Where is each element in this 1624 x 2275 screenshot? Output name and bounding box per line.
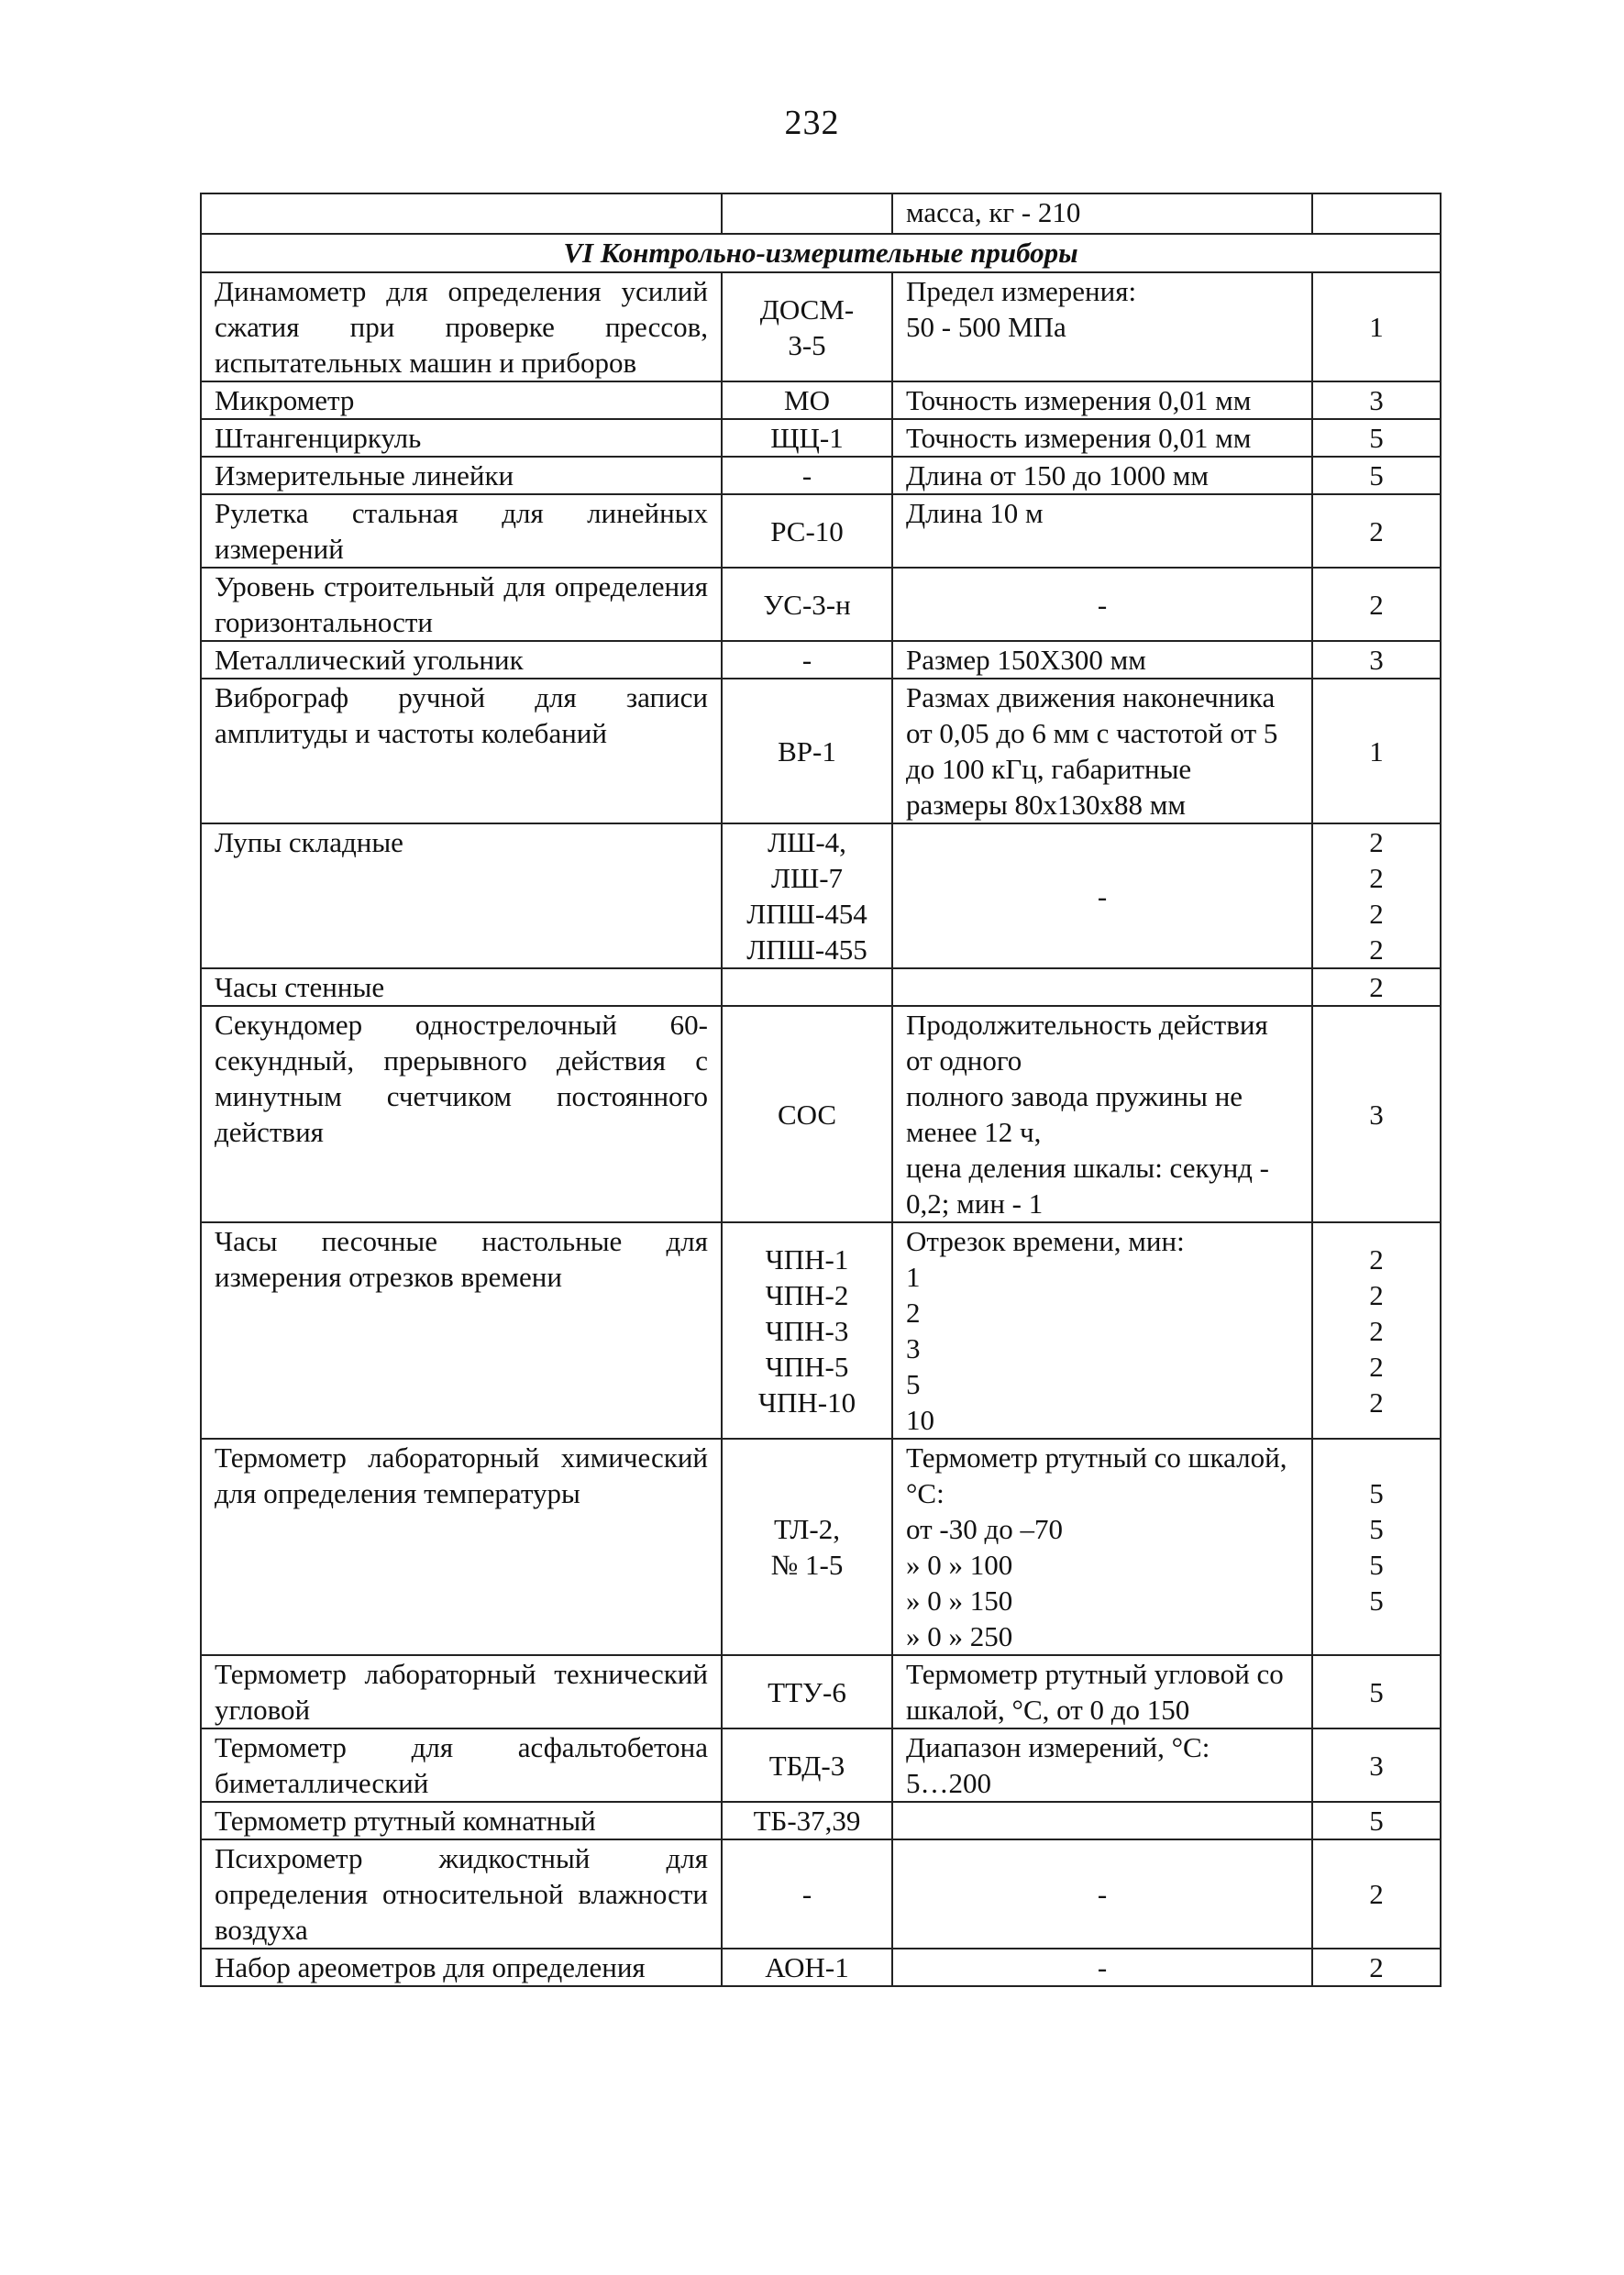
spec-line: Отрезок времени, мин: (906, 1225, 1185, 1257)
table-row (201, 494, 1441, 568)
item-qty (1312, 1949, 1441, 1986)
spec-line: Предел измерения: (906, 275, 1137, 307)
spec-line: Размах движения наконечника от 0,05 до 6 мм с частотой от 5 до 100 кГц, габаритные размеры 80х130х88 мм (906, 681, 1278, 821)
table-row-continuation (201, 193, 1441, 234)
item-qty (1312, 457, 1441, 494)
mark-line: РС-10 (770, 514, 844, 547)
spec-line: - (1097, 879, 1108, 912)
spec-line: - (1097, 1951, 1108, 1983)
item-name: Термометр для асфальтобетона биметаллический (201, 1728, 722, 1802)
table-row (201, 679, 1441, 823)
qty-line: 2 (1369, 514, 1384, 547)
table-row (201, 1839, 1441, 1949)
spec-line: от -30 до –70 (906, 1513, 1063, 1545)
qty-line: 1 (1369, 734, 1384, 768)
item-spec (892, 823, 1312, 968)
item-spec (892, 1006, 1312, 1222)
item-name: Набор ареометров для определения (201, 1949, 722, 1986)
mark-line: 3-5 (788, 328, 826, 361)
spec-line: » 0 » 150 (906, 1585, 1013, 1617)
item-mark (722, 1006, 892, 1222)
table-row (201, 1655, 1441, 1728)
item-mark (722, 568, 892, 641)
spec-line: - (1097, 588, 1108, 621)
item-qty (1312, 1839, 1441, 1949)
table-row (201, 381, 1441, 419)
item-name: Уровень строительный для определения горизонтальности (201, 568, 722, 641)
mark-line: - (801, 644, 812, 676)
qty-line: 5 (1369, 1675, 1384, 1708)
item-spec (892, 679, 1312, 823)
item-qty (1312, 381, 1441, 419)
section-header-row (201, 234, 1441, 272)
table-row (201, 968, 1441, 1006)
item-qty (1312, 568, 1441, 641)
mark-line: ЛПШ-455 (746, 933, 867, 966)
item-qty (1312, 679, 1441, 823)
qty-line: 3 (1369, 1098, 1384, 1131)
item-qty (1312, 1802, 1441, 1839)
table-row (201, 823, 1441, 968)
qty-line: 2 (1369, 826, 1384, 858)
qty-line: 3 (1369, 1749, 1384, 1782)
item-mark (722, 419, 892, 457)
item-spec (892, 494, 1312, 568)
spec-line: » 0 » 250 (906, 1620, 1013, 1652)
item-mark (722, 679, 892, 823)
table-row (201, 641, 1441, 679)
item-mark (722, 823, 892, 968)
qty-line: 5 (1369, 422, 1384, 454)
mark-line: ЛШ-7 (770, 862, 844, 894)
mark-line: - (801, 459, 812, 491)
table-row (201, 568, 1441, 641)
qty-line: 2 (1369, 1350, 1384, 1383)
mark-line: ТЛ-2, (774, 1513, 840, 1545)
item-spec (892, 457, 1312, 494)
spec-line: 1 (906, 1261, 921, 1293)
mark-line: ЧПН-2 (765, 1278, 849, 1311)
qty-line: 2 (1369, 1878, 1384, 1910)
item-qty (1312, 494, 1441, 568)
spec-line: 2 (906, 1297, 921, 1329)
qty-line: 3 (1369, 384, 1384, 416)
item-mark (722, 968, 892, 1006)
mark-line: СОС (777, 1098, 837, 1131)
item-spec (892, 568, 1312, 641)
item-mark (722, 1728, 892, 1802)
item-name: Секундомер однострелочный 60-секундный, прерывного действия с минутным счетчиком постоянного действия (201, 1006, 722, 1222)
item-mark (722, 641, 892, 679)
spec-line: Термометр ртутный со шкалой, °С: (906, 1441, 1287, 1509)
item-name: Термометр лабораторный технический угловой (201, 1655, 722, 1728)
spec-line: » 0 » 100 (906, 1549, 1013, 1581)
table-row (201, 1222, 1441, 1439)
item-mark (722, 1802, 892, 1839)
item-spec (892, 1949, 1312, 1986)
item-spec (892, 968, 1312, 1006)
mark-line: ТБ-37,39 (753, 1805, 861, 1837)
spec-line: Длина 10 м (906, 497, 1044, 529)
mark-line: ЧПН-3 (765, 1314, 849, 1347)
qty-line: 2 (1369, 1278, 1384, 1311)
item-spec (892, 381, 1312, 419)
spec-line: Точность измерения 0,01 мм (906, 384, 1252, 416)
spec-line: 5 (906, 1368, 921, 1400)
item-name: Рулетка стальная для линейных измерений (201, 494, 722, 568)
item-spec (892, 1222, 1312, 1439)
mark-line: УС-3-н (763, 588, 851, 621)
mark-line: АОН-1 (765, 1951, 849, 1983)
qty-line: 5 (1369, 1805, 1384, 1837)
item-name: Часы песочные настольные для измерения отрезков времени (201, 1222, 722, 1439)
mark-line: ЛШ-4, (768, 826, 846, 858)
mark-line: ЧПН-10 (757, 1386, 856, 1419)
item-spec (892, 641, 1312, 679)
qty-line: 5 (1369, 1549, 1384, 1581)
qty-line: 5 (1369, 1477, 1384, 1509)
item-qty (1312, 419, 1441, 457)
mark-line: ТБД-3 (768, 1749, 845, 1782)
spec-line: Точность измерения 0,01 мм (906, 422, 1252, 454)
item-name: Измерительные линейки (201, 457, 722, 494)
item-name: Лупы складные (201, 823, 722, 968)
item-name: Металлический угольник (201, 641, 722, 679)
table-row (201, 1439, 1441, 1655)
table-row (201, 1728, 1441, 1802)
item-mark (722, 1222, 892, 1439)
item-mark (722, 457, 892, 494)
mark-line: ТТУ-6 (768, 1675, 846, 1708)
section-title: VI Контрольно-измерительные приборы (201, 234, 1441, 272)
item-spec (892, 272, 1312, 381)
spec-cell: масса, кг - 210 (892, 193, 1312, 234)
item-spec (892, 1802, 1312, 1839)
item-qty (1312, 968, 1441, 1006)
item-name: Динамометр для определения усилий сжатия при проверке прессов, испытательных машин и приборов (201, 272, 722, 381)
mark-line: № 1-5 (770, 1549, 844, 1581)
spec-line: - (1097, 1878, 1108, 1910)
qty-line: 2 (1369, 862, 1384, 894)
item-spec (892, 1655, 1312, 1728)
item-qty (1312, 1006, 1441, 1222)
qty-line: 2 (1369, 971, 1384, 1003)
spec-line: полного завода пружины не менее 12 ч, (906, 1080, 1243, 1148)
qty-line: 2 (1369, 1242, 1384, 1276)
qty-line: 5 (1369, 459, 1384, 491)
item-mark (722, 1655, 892, 1728)
item-name: Термометр лабораторный химический для определения температуры (201, 1439, 722, 1655)
item-name: Виброграф ручной для записи амплитуды и частоты колебаний (201, 679, 722, 823)
item-spec (892, 1728, 1312, 1802)
spec-line: Длина от 150 до 1000 мм (906, 459, 1209, 491)
spec-line: 3 (906, 1332, 921, 1364)
mark-line: ДОСМ- (759, 293, 855, 326)
mark-line: ЩЦ-1 (770, 422, 844, 454)
item-qty (1312, 1728, 1441, 1802)
page-number: 232 (784, 104, 840, 142)
qty-line: 2 (1369, 1386, 1384, 1419)
item-mark (722, 494, 892, 568)
qty-line: 2 (1369, 933, 1384, 966)
qty-line: 5 (1369, 1513, 1384, 1545)
table-row (201, 1802, 1441, 1839)
table-row (201, 419, 1441, 457)
spec-line (906, 969, 1298, 1005)
spec-line: 10 (906, 1404, 934, 1436)
item-name: Термометр ртутный комнатный (201, 1802, 722, 1839)
item-mark (722, 1439, 892, 1655)
table-row (201, 1006, 1441, 1222)
qty-line: 1 (1369, 311, 1384, 343)
spec-line: цена деления шкалы: секунд - 0,2; мин - 1 (906, 1152, 1270, 1220)
item-qty (1312, 641, 1441, 679)
item-name: Психрометр жидкостный для определения относительной влажности воздуха (201, 1839, 722, 1949)
item-spec (892, 419, 1312, 457)
spec-line: Продолжительность действия от одного (906, 1009, 1268, 1077)
spec-line: 5…200 (906, 1767, 991, 1799)
qty-line: 2 (1369, 1314, 1384, 1347)
spec-line: Термометр ртутный угловой со шкалой, °С, от 0 до 150 (906, 1658, 1284, 1726)
mark-line: - (801, 1878, 812, 1910)
spec-line: 50 - 500 МПа (906, 311, 1066, 343)
item-mark (722, 1839, 892, 1949)
item-mark (722, 1949, 892, 1986)
item-qty (1312, 1439, 1441, 1655)
item-qty (1312, 823, 1441, 968)
item-spec (892, 1839, 1312, 1949)
qty-line: 2 (1369, 588, 1384, 621)
mark-line: ЧПН-1 (765, 1242, 849, 1276)
mark-line (735, 969, 878, 1005)
item-qty (1312, 272, 1441, 381)
table-row (201, 1949, 1441, 1986)
mark-line: ВР-1 (778, 734, 836, 768)
qty-line: 2 (1369, 898, 1384, 930)
instruments-table (200, 193, 1442, 1987)
item-mark (722, 272, 892, 381)
item-name: Микрометр (201, 381, 722, 419)
spec-line: Размер 150Х300 мм (906, 644, 1146, 676)
spec-line (906, 1803, 1298, 1839)
mark-line: МО (784, 384, 830, 416)
mark-line: ЧПН-5 (765, 1350, 849, 1383)
table-row (201, 272, 1441, 381)
mark-line: ЛПШ-454 (746, 898, 867, 930)
item-qty (1312, 1655, 1441, 1728)
qty-line: 5 (1369, 1585, 1384, 1617)
spec-line: Диапазон измерений, °С: (906, 1731, 1210, 1763)
qty-line: 3 (1369, 644, 1384, 676)
item-qty (1312, 1222, 1441, 1439)
table-row (201, 457, 1441, 494)
item-mark (722, 381, 892, 419)
qty-line: 2 (1369, 1951, 1384, 1983)
item-spec (892, 1439, 1312, 1655)
item-name: Штангенциркуль (201, 419, 722, 457)
item-name: Часы стенные (201, 968, 722, 1006)
